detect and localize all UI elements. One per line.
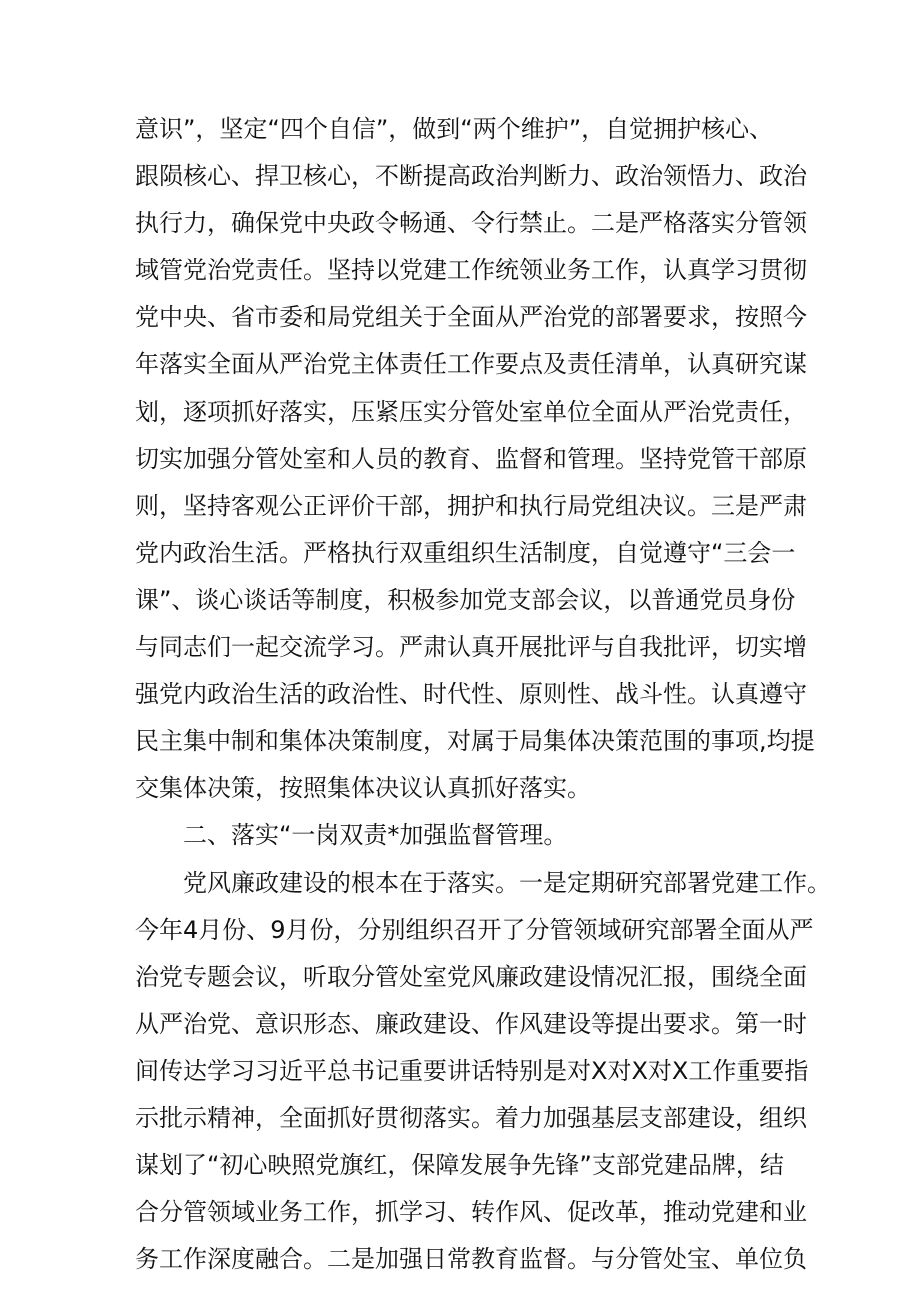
text-line: 切实加强分管处室和人员的教育、监督和管理。坚持党管干部原 xyxy=(135,444,807,473)
text-line: 合分管领域业务工作，抓学习、转作风、促改革，推动党建和业 xyxy=(135,1198,807,1227)
text-line: 示批示精神，全面抓好贯彻落实。着力加强基层支部建设，组织 xyxy=(135,1103,807,1132)
body-text xyxy=(135,106,831,1283)
text-line: 治党专题会议，听取分管处室党风廉政建设情况汇报，围绕全面 xyxy=(135,962,807,991)
text-line: 与同志们一起交流学习。严肃认真开展批评与自我批评，切实增 xyxy=(135,633,807,662)
text-line: 意识”，坚定“四个自信”，做到“两个维护”，自觉拥护核心、 xyxy=(135,115,774,143)
text-line: 谋划了“初心映照党旗红，保障发展争先锋”支部党建品牌，结 xyxy=(135,1151,784,1180)
text-line: 民主集中制和集体决策制度，对属于局集体决策范围的事项,均提 xyxy=(135,727,815,756)
text-line: 党内政治生活。严格执行双重组织生活制度，自觉遵守“三会一 xyxy=(135,538,796,567)
text-line: 今年4月份、9月份，分别组织召开了分管领域研究部署全面从严 xyxy=(135,915,814,944)
text-line: 务工作深度融合。二是加强日常教育监督。与分管处宝、单位负 xyxy=(135,1245,807,1274)
text-line: 域管党治党责任。坚持以党建工作统领业务工作，认真学习贯彻 xyxy=(135,256,807,285)
section-heading: 二、落实“一岗双责*加强监督管理。 xyxy=(183,821,568,850)
text-line: 强党内政治生活的政治性、时代性、原则性、战斗性。认真遵守 xyxy=(135,680,807,709)
text-line: 划，逐项抓好落实，压紧压实分管处室单位全面从严治党责任， xyxy=(135,397,807,426)
text-line: 课”、谈心谈话等制度，积极参加党支部会议，以普通党员身份 xyxy=(135,585,796,614)
text-line: 间传达学习习近平总书记重要讲话特别是对X对X对X工作重要指 xyxy=(135,1056,809,1085)
paragraph-start-line: 党风廉政建设的根本在于落实。一是定期研究部署党建工作。 xyxy=(183,868,831,897)
text-line: 从严治党、意识形态、廉政建设、作风建设等提出要求。第一时 xyxy=(135,1009,807,1038)
text-line: 跟陨核心、捍卫核心，不断提高政治判断力、政治领悟力、政治 xyxy=(135,162,807,191)
text-line: 则，坚持客观公正评价干部，拥护和执行局党组决议。三是严肃 xyxy=(135,491,807,520)
text-line: 交集体决策，按照集体决议认真抓好落实。 xyxy=(135,774,591,803)
text-line: 年落实全面从严治党主体责任工作要点及责任清单，认真研究谋 xyxy=(135,350,807,379)
text-line: 执行力，确保党中央政令畅通、令行禁止。二是严格落实分管领 xyxy=(135,209,807,238)
text-line: 党中央、省市委和局党组关于全面从严治党的部署要求，按照今 xyxy=(135,303,807,332)
